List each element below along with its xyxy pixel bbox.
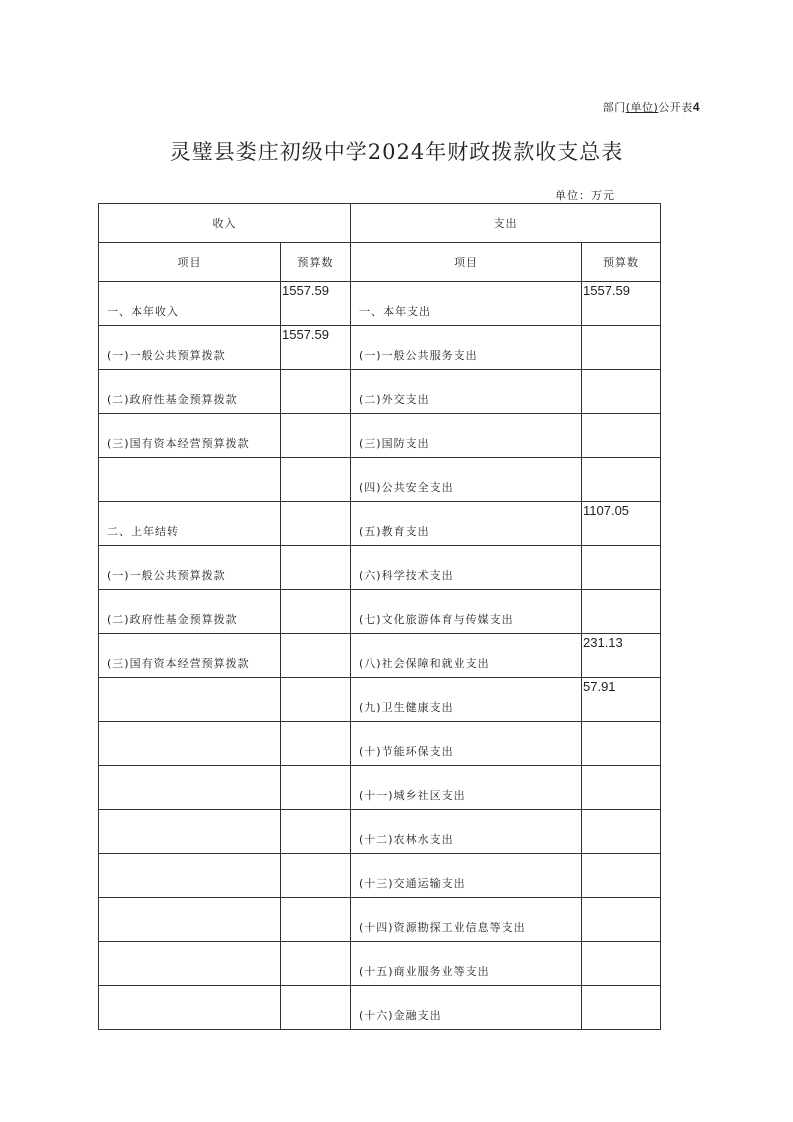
expense-value-cell <box>582 766 661 810</box>
table-row <box>99 898 661 942</box>
table-row <box>99 722 661 766</box>
form-mid: 公开表 <box>658 101 693 114</box>
unit-label: 单位：万元 <box>555 189 615 202</box>
income-value-cell <box>281 590 351 634</box>
form-number: 4 <box>692 100 700 114</box>
table-row <box>99 458 661 502</box>
expense-item-cell: (二)外交支出 <box>351 370 582 414</box>
income-item-cell: (三)国有资本经营预算拨款 <box>99 414 281 458</box>
expense-value-cell: 1557.59 <box>582 282 661 326</box>
expense-value-cell: 1107.05 <box>582 502 661 546</box>
expense-value-cell: 231.13 <box>582 634 661 678</box>
income-value-cell <box>281 502 351 546</box>
income-item-cell <box>99 810 281 854</box>
table-row <box>99 370 661 414</box>
expense-item-cell: (三)国防支出 <box>351 414 582 458</box>
expense-item-cell: (七)文化旅游体育与传媒支出 <box>351 590 582 634</box>
income-value-cell <box>281 678 351 722</box>
expense-item-cell: (四)公共安全支出 <box>351 458 582 502</box>
expense-value-cell <box>582 986 661 1030</box>
income-value-cell: 1557.59 <box>281 282 351 326</box>
table-row <box>99 854 661 898</box>
income-item-cell <box>99 854 281 898</box>
income-value-cell <box>281 898 351 942</box>
table-row <box>99 986 661 1030</box>
expense-item-header: 项目 <box>351 243 582 282</box>
expense-item-cell: 一、本年支出 <box>351 282 582 326</box>
expense-value-cell <box>582 722 661 766</box>
income-item-cell <box>99 722 281 766</box>
table-column-header-row <box>99 243 661 282</box>
expense-value-cell: 57.91 <box>582 678 661 722</box>
expense-item-cell: (九)卫生健康支出 <box>351 678 582 722</box>
table-row <box>99 942 661 986</box>
table-row <box>99 634 661 678</box>
expense-value-cell <box>582 942 661 986</box>
expense-item-cell: (八)社会保障和就业支出 <box>351 634 582 678</box>
income-item-header: 项目 <box>99 243 281 282</box>
table-row <box>99 810 661 854</box>
table-row <box>99 546 661 590</box>
expense-item-cell: (十四)资源勘探工业信息等支出 <box>351 898 582 942</box>
income-value-cell <box>281 766 351 810</box>
income-item-cell: (一)一般公共预算拨款 <box>99 326 281 370</box>
income-item-cell: 二、上年结转 <box>99 502 281 546</box>
expense-item-cell: (六)科学技术支出 <box>351 546 582 590</box>
income-header: 收入 <box>99 204 351 243</box>
income-item-cell <box>99 458 281 502</box>
expense-item-cell: (十三)交通运输支出 <box>351 854 582 898</box>
income-item-cell <box>99 898 281 942</box>
form-unit: (单位) <box>625 101 659 114</box>
income-item-cell <box>99 678 281 722</box>
expense-value-cell <box>582 414 661 458</box>
expense-item-cell: (十六)金融支出 <box>351 986 582 1030</box>
table-row <box>99 414 661 458</box>
income-item-cell <box>99 942 281 986</box>
expense-value-cell <box>582 546 661 590</box>
income-value-cell <box>281 458 351 502</box>
table-row <box>99 590 661 634</box>
expense-value-cell <box>582 370 661 414</box>
income-value-cell <box>281 414 351 458</box>
income-value-cell <box>281 722 351 766</box>
income-item-cell: (二)政府性基金预算拨款 <box>99 370 281 414</box>
income-budget-header: 预算数 <box>281 243 351 282</box>
expense-budget-header: 预算数 <box>582 243 661 282</box>
budget-table <box>98 203 661 1030</box>
income-item-cell: 一、本年收入 <box>99 282 281 326</box>
expense-item-cell: (十)节能环保支出 <box>351 722 582 766</box>
income-item-cell <box>99 986 281 1030</box>
table-group-header-row <box>99 204 661 243</box>
income-item-cell: (一)一般公共预算拨款 <box>99 546 281 590</box>
table-row <box>99 282 661 326</box>
income-value-cell <box>281 854 351 898</box>
income-item-cell <box>99 766 281 810</box>
income-item-cell: (二)政府性基金预算拨款 <box>99 590 281 634</box>
income-value-cell <box>281 546 351 590</box>
expense-value-cell <box>582 898 661 942</box>
expense-value-cell <box>582 854 661 898</box>
income-value-cell <box>281 370 351 414</box>
expense-value-cell <box>582 326 661 370</box>
table-row <box>99 678 661 722</box>
income-value-cell <box>281 810 351 854</box>
expense-item-cell: (一)一般公共服务支出 <box>351 326 582 370</box>
income-value-cell <box>281 634 351 678</box>
expense-value-cell <box>582 458 661 502</box>
expense-item-cell: (十五)商业服务业等支出 <box>351 942 582 986</box>
table-row <box>99 502 661 546</box>
income-value-cell <box>281 986 351 1030</box>
expense-value-cell <box>582 810 661 854</box>
expense-item-cell: (五)教育支出 <box>351 502 582 546</box>
income-value-cell: 1557.59 <box>281 326 351 370</box>
expense-item-cell: (十二)农林水支出 <box>351 810 582 854</box>
form-prefix: 部门 <box>602 101 626 114</box>
page-title: 灵璧县娄庄初级中学2024年财政拨款收支总表 <box>169 140 624 164</box>
expense-header: 支出 <box>351 204 661 243</box>
expense-value-cell <box>582 590 661 634</box>
expense-item-cell: (十一)城乡社区支出 <box>351 766 582 810</box>
income-value-cell <box>281 942 351 986</box>
income-item-cell: (三)国有资本经营预算拨款 <box>99 634 281 678</box>
table-body <box>99 282 661 1030</box>
table-row <box>99 326 661 370</box>
form-number-label <box>560 99 700 115</box>
table-row <box>99 766 661 810</box>
